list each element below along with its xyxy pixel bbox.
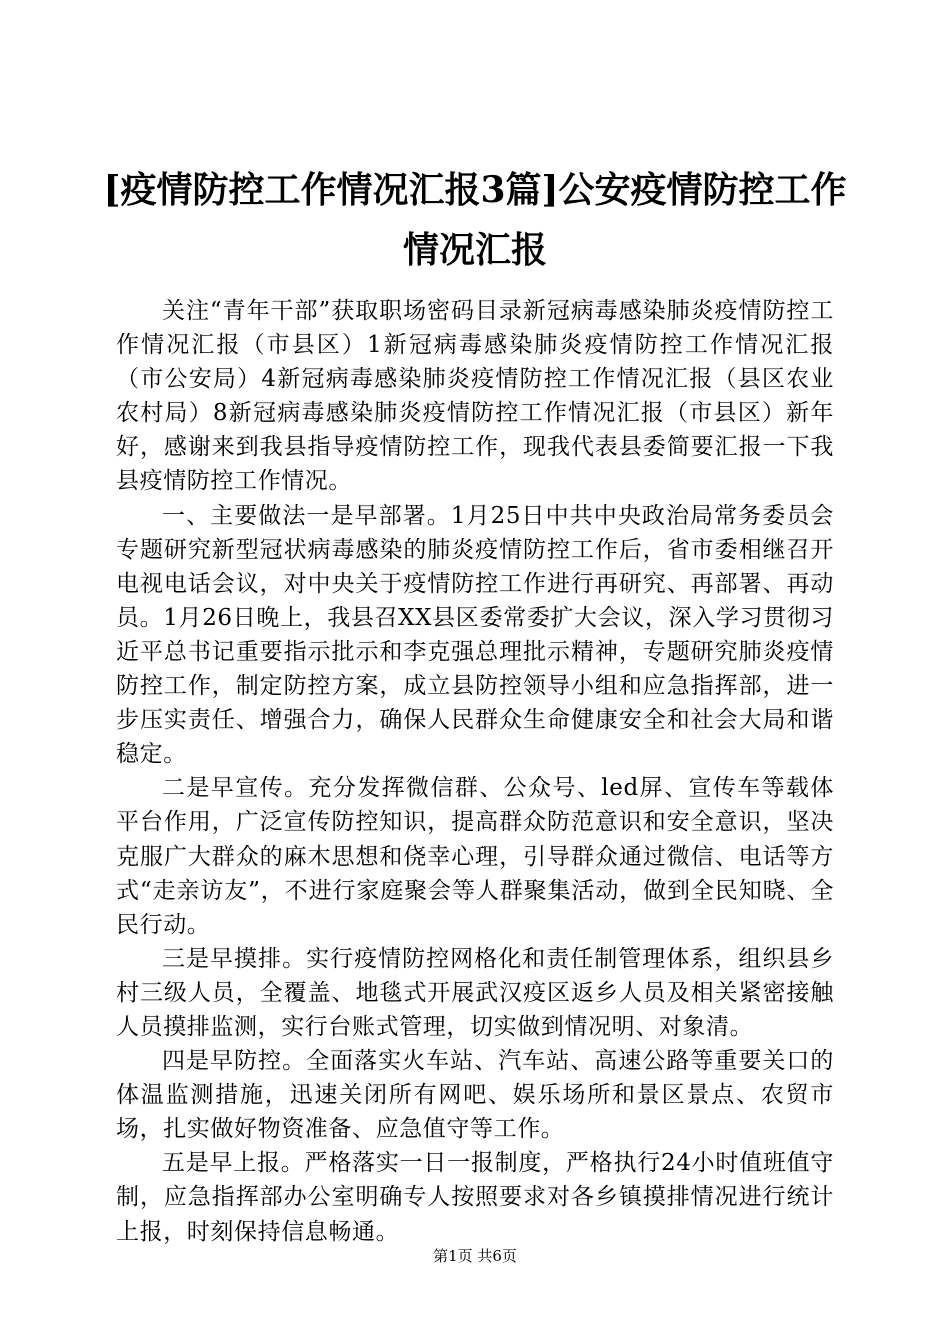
paragraph-early-screening: 三是早摸排。实行疫情防控网格化和责任制管理体系，组织县乡村三级人员，全覆盖、地毯式开展武汉疫区返乡人员及相关紧密接触人员摸排监测，实行台账式管理，切实做到情况明、对象清。: [116, 945, 834, 1040]
paragraph-early-deployment: 一、主要做法一是早部署。1月25日中共中央政治局常务委员会专题研究新型冠状病毒感染的肺炎疫情防控工作后，省市委相继召开电视电话会议，对中央关于疫情防控工作进行再研究、再部署、再动员。1月26日晚上，我县召XX县区委常委扩大会议，深入学习贯彻习近平总书记重要指示批示和李克强总理批示精神，专题研究肺炎疫情防控工作，制定防控方案，成立县防控领导小组和应急指挥部，进一步压实责任、增强合力，确保人民群众生命健康安全和社会大局和谐稳定。: [116, 502, 834, 768]
paragraph-early-publicity: 二是早宣传。充分发挥微信群、公众号、led屏、宣传车等载体平台作用，广泛宣传防控知识，提高群众防范意识和安全意识，坚决克服广大群众的麻木思想和侥幸心理，引导群众通过微信、电话等方式“走亲访友”，不进行家庭聚会等人群聚集活动，做到全民知晓、全民行动。: [116, 775, 834, 938]
document-title: [疫情防控工作情况汇报3篇]公安疫情防控工作情况汇报: [103, 169, 847, 271]
paragraph-early-reporting: 五是早上报。严格落实一日一报制度，严格执行24小时值班值守制，应急指挥部办公室明确专人按照要求对各乡镇摸排情况进行统计上报，时刻保持信息畅通。: [116, 1150, 834, 1245]
paragraph-intro: 关注“青年干部”获取职场密码目录新冠病毒感染肺炎疫情防控工作情况汇报（市县区）1新冠病毒感染肺炎疫情防控工作情况汇报（市公安局）4新冠病毒感染肺炎疫情防控工作情况汇报（县区农业农村局）8新冠病毒感染肺炎疫情防控工作情况汇报（市县区）新年好，感谢来到我县指导疫情防控工作，现我代表县委简要汇报一下我县疫情防控工作情况。: [116, 298, 834, 495]
paragraph-early-prevention: 四是早防控。全面落实火车站、汽车站、高速公路等重要关口的体温监测措施，迅速关闭所有网吧、娱乐场所和景区景点、农贸市场，扎实做好物资准备、应急值守等工作。: [116, 1048, 834, 1143]
document-body: [116, 294, 834, 1249]
page-number-footer: 第1页 共6页: [433, 1247, 517, 1265]
